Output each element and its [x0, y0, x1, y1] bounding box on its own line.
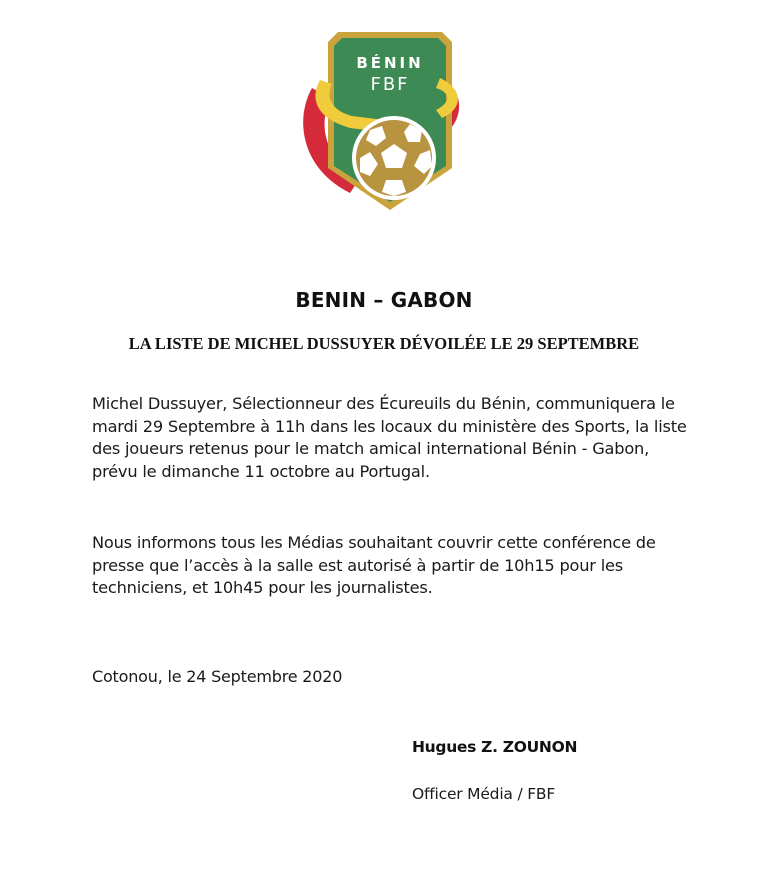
document-title: BENIN – GABON: [295, 288, 473, 312]
dateline: Cotonou, le 24 Septembre 2020: [92, 667, 343, 686]
signer-role: Officer Média / FBF: [412, 785, 556, 803]
body-paragraph-1: Michel Dussuyer, Sélectionneur des Écureuils du Bénin, communiquera le mardi 29 Septembre à 11h dans les locaux du ministère des Sports, la liste des joueurs retenus pour le match amical international Bénin - Gabon, prévu le dimanche 11 octobre au Portugal.: [92, 394, 687, 481]
crest-icon: [290, 18, 480, 218]
fbf-benin-logo: [290, 18, 480, 218]
svg-text:BÉNIN: BÉNIN: [356, 54, 424, 72]
signer-name: Hugues Z. ZOUNON: [412, 738, 578, 756]
body-paragraph-2: Nous informons tous les Médias souhaitant couvrir cette conférence de presse que l’accès à la salle est autorisé à partir de 10h15 pour les techniciens, et 10h45 pour les journalistes.: [92, 533, 656, 598]
svg-text:FBF: FBF: [370, 74, 410, 95]
document-subtitle: LA LISTE DE MICHEL DUSSUYER DÉVOILÉE LE 29 SEPTEMBRE: [128, 334, 640, 353]
